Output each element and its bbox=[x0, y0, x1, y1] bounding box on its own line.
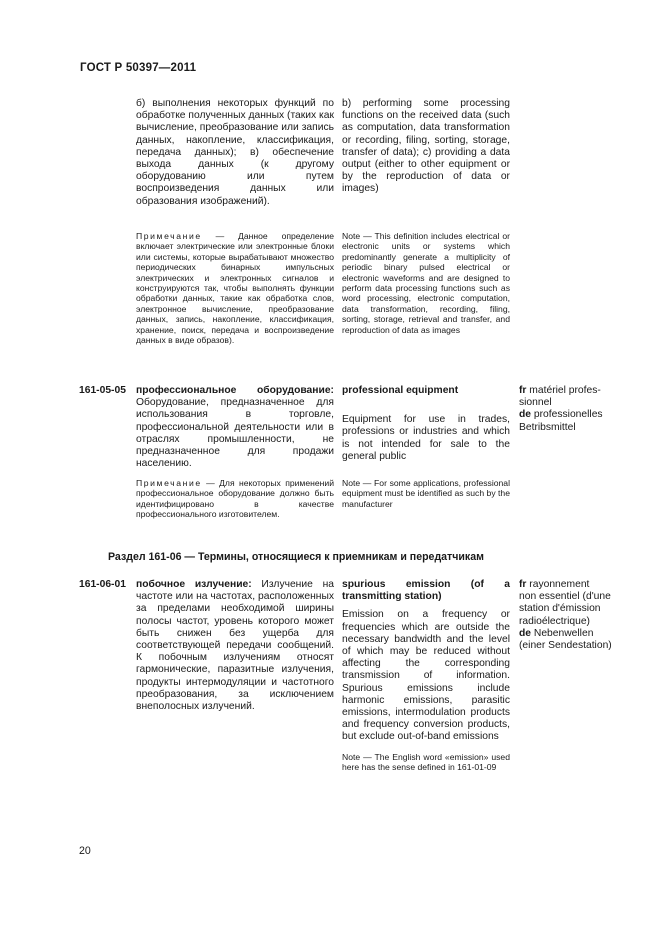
ru-term: побочное излучение: bbox=[136, 579, 252, 590]
note-label: Примечание bbox=[136, 478, 202, 488]
entry-number: 161-05-05 bbox=[79, 385, 126, 396]
en-note: Note — The English word «emission» used here has the sense defined in 161-01-09 bbox=[342, 751, 510, 773]
fr-term-1: matériel profes- bbox=[526, 385, 601, 396]
fr-line-2: non essentiel (d'une bbox=[519, 591, 611, 603]
fr-line-1: rayonnement bbox=[526, 579, 590, 590]
en-term: professional equipment bbox=[342, 385, 459, 396]
entry-en-note: Note — For some applications, professional equipment must be identified as such by the manufacturer bbox=[342, 478, 510, 509]
note-label: Примечание bbox=[136, 231, 202, 241]
entry-number: 161-06-01 bbox=[79, 579, 126, 590]
note-text: — Данное определение включает электрические или электронные блоки или системы, которые вырабатывают множество периодических бинарных импульсных электрических и электронных сигналов и конструируются так, чтобы выполнять функции обработки данных, такие как обработка слов, электронное вычисление, преобразование данных, запись, накопление, классификация, хранение, поиск, передача и воспроизведение данных в виде образов). bbox=[136, 231, 334, 346]
block1-ru-text: б) выполнения некоторых функций по обработке полученных данных (таких как вычисление, преобразование или запись данных, накопление, классификация, передача данных); в) обеспечение выхода данных (к другому оборудованию или путем воспроизведения данных или образования изображений). bbox=[136, 98, 335, 207]
entry-en-column bbox=[342, 579, 510, 772]
ru-term: профессиональное оборудование: bbox=[136, 385, 334, 396]
block1-en-text: b) performing some processing functions on the received data (such as computation, data transformation or recording, filing, sorting, storage, transfer of data); c) providing a data output (either to other equipment or by the reproduction of data or images) bbox=[342, 98, 510, 195]
fr-label: fr bbox=[519, 385, 527, 396]
entry-ru-definition bbox=[136, 579, 334, 713]
section-title: Раздел 161-06 — Термины, относящиеся к приемникам и передатчикам bbox=[108, 551, 484, 563]
fr-label: fr bbox=[519, 579, 527, 590]
ru-def: Излучение на частоте или на частотах, расположенных за пределами необходимой ширины полосы частот, уровень которого может быть снижен без ущерба для соответствующей передачи сообщений. К побочным излучениям относят гармонические, паразитные излучения, продукты интермодуляции и частотного преобразования, за исключением внеполосных излучений. bbox=[136, 579, 334, 713]
en-def: Equipment for use in trades, professions or industries and which is not intended for sale to the general public bbox=[342, 414, 510, 462]
block1-en-note: Note — This definition includes electrical or electronic units or systems which predominantly generate a multiplicity of periodic binary pulsed electrical or electronic waveforms and are designed to perform data processing functions such as word processing, electronic computation, data transformation, recording, filing, sorting, storage, retrieval and transfer, and reproduction of data as images bbox=[342, 231, 510, 335]
block1-ru-note bbox=[136, 231, 334, 345]
de-term-1: professionelles bbox=[531, 409, 603, 421]
entry-en-column bbox=[342, 385, 510, 463]
fr-term-2: sionnel bbox=[519, 397, 552, 409]
entry-fr-de-terms bbox=[519, 385, 624, 434]
entry-ru-note bbox=[136, 478, 334, 520]
ru-def: Оборудование, предназначенное для использования в торговле, профессиональной деятельности или в отраслях промышленности, не предназначенное для продажи населению. bbox=[136, 397, 334, 470]
en-def: Emission on a frequency or frequencies which are outside the necessary bandwidth and the level of which may be reduced without affecting the corresponding transmission of information. Spurious emissions include harmonic emissions, parasitic emissions, intermodulation products and frequency conversion products, but exclude out-of-band emissions bbox=[342, 609, 510, 743]
de-line-2: (einer Sendestation) bbox=[519, 640, 612, 652]
entry-fr-de-terms bbox=[519, 579, 624, 652]
fr-line-3: station d'émission bbox=[519, 603, 601, 615]
entry-ru-definition bbox=[136, 385, 334, 470]
de-term-2: Betribsmittel bbox=[519, 421, 576, 433]
en-term: spurious emission (of a transmitting station) bbox=[342, 579, 510, 603]
de-label: de bbox=[519, 409, 532, 421]
de-line-1: Nebenwellen bbox=[531, 627, 594, 639]
de-label: de bbox=[519, 627, 532, 639]
note-text: — Для некоторых применений профессиональное оборудование должно быть идентифицировано в качестве профессионального изготовителем. bbox=[136, 478, 334, 520]
document-header: ГОСТ Р 50397—2011 bbox=[80, 62, 197, 74]
fr-line-4: radioélectrique) bbox=[519, 615, 590, 627]
page-number: 20 bbox=[79, 845, 91, 857]
